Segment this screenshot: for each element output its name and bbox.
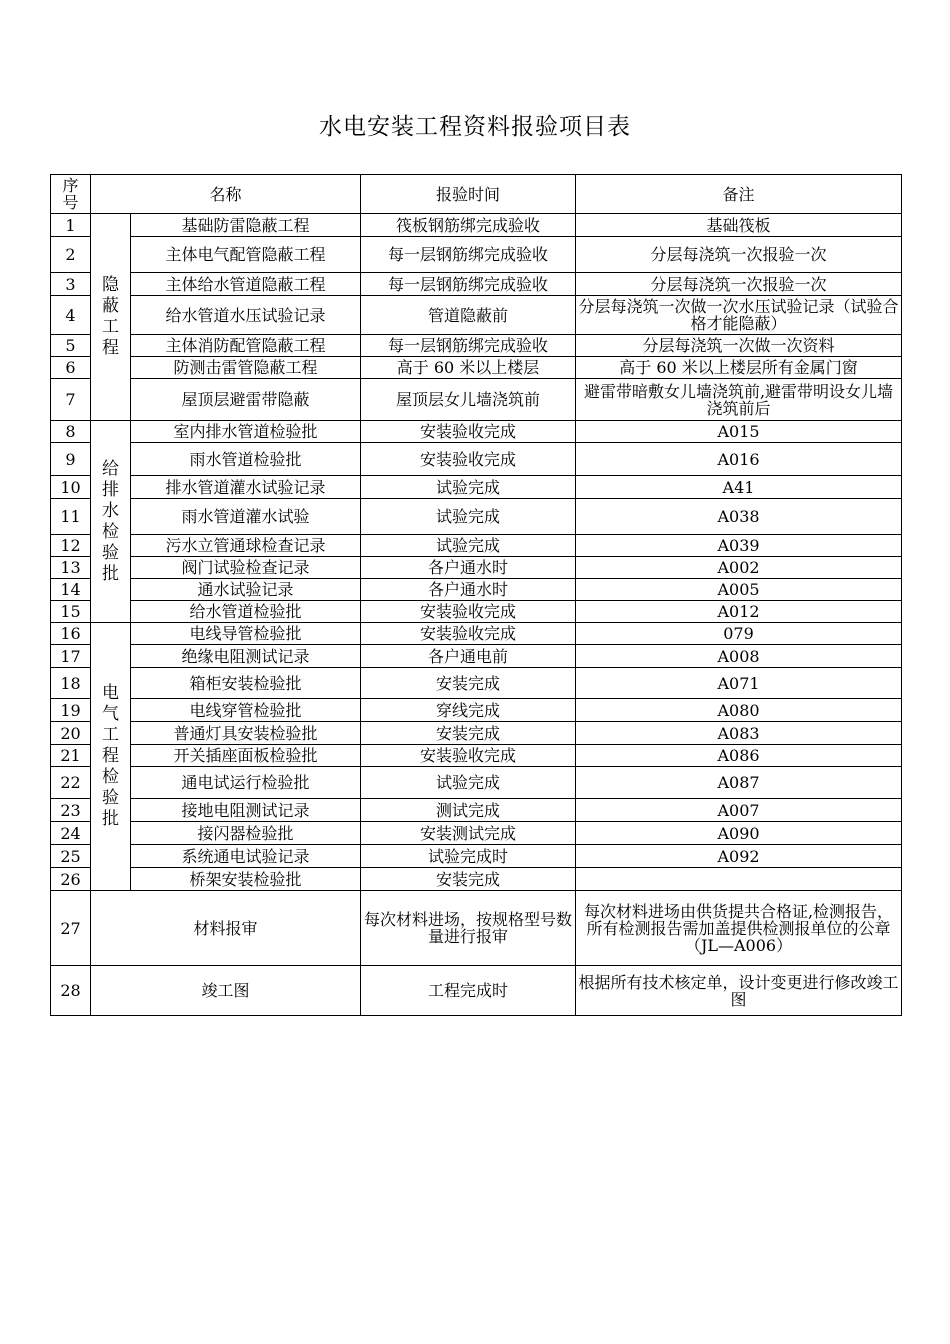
table-row	[51, 443, 902, 476]
row-number: 26	[51, 868, 91, 891]
row-number: 22	[51, 767, 91, 799]
inspection-time: 每一层钢筋绑完成验收	[361, 335, 576, 357]
remark: A015	[576, 421, 902, 443]
inspection-time: 屋顶层女儿墙浇筑前	[361, 379, 576, 421]
table-row	[51, 699, 902, 722]
item-name: 主体消防配管隐蔽工程	[131, 335, 361, 357]
table-row	[51, 722, 902, 745]
item-name: 通电试运行检验批	[131, 767, 361, 799]
item-name: 雨水管道灌水试验	[131, 499, 361, 535]
item-name: 电线导管检验批	[131, 623, 361, 645]
row-number: 25	[51, 845, 91, 868]
group-water-supply-drainage: 给排水检验批	[91, 421, 131, 623]
group-electrical-works: 电气工程检验批	[91, 623, 131, 891]
inspection-time: 安装验收完成	[361, 421, 576, 443]
table-row	[51, 421, 902, 443]
table-row	[51, 891, 902, 966]
table-row	[51, 966, 902, 1016]
table-row	[51, 623, 902, 645]
inspection-time: 每一层钢筋绑完成验收	[361, 237, 576, 273]
item-name: 雨水管道检验批	[131, 443, 361, 476]
header-row	[51, 175, 902, 214]
remark: 避雷带暗敷女儿墙浇筑前,避雷带明设女儿墙浇筑前后	[576, 379, 902, 421]
inspection-time: 高于 60 米以上楼层	[361, 357, 576, 379]
row-number: 28	[51, 966, 91, 1016]
row-number: 17	[51, 645, 91, 668]
remark: 分层每浇筑一次报验一次	[576, 273, 902, 296]
inspection-time: 各户通水时	[361, 579, 576, 601]
table-row	[51, 237, 902, 273]
row-number: 1	[51, 214, 91, 237]
remark: A090	[576, 822, 902, 845]
remark: 分层每浇筑一次做一次资料	[576, 335, 902, 357]
remark: A007	[576, 799, 902, 822]
inspection-time: 安装验收完成	[361, 443, 576, 476]
item-name: 电线穿管检验批	[131, 699, 361, 722]
row-number: 15	[51, 601, 91, 623]
table-row	[51, 822, 902, 845]
row-number: 6	[51, 357, 91, 379]
table-row	[51, 273, 902, 296]
remark: A012	[576, 601, 902, 623]
item-name: 接闪器检验批	[131, 822, 361, 845]
row-number: 5	[51, 335, 91, 357]
inspection-time: 安装验收完成	[361, 745, 576, 767]
table-row	[51, 601, 902, 623]
item-name: 普通灯具安装检验批	[131, 722, 361, 745]
remark: 分层每浇筑一次做一次水压试验记录（试验合格才能隐蔽）	[576, 296, 902, 335]
item-name: 接地电阻测试记录	[131, 799, 361, 822]
row-number: 14	[51, 579, 91, 601]
item-name: 箱柜安装检验批	[131, 668, 361, 699]
remark: 079	[576, 623, 902, 645]
table-row	[51, 645, 902, 668]
item-name: 材料报审	[91, 891, 361, 966]
row-number: 18	[51, 668, 91, 699]
table-row	[51, 357, 902, 379]
table-row	[51, 535, 902, 557]
row-number: 21	[51, 745, 91, 767]
item-name: 主体给水管道隐蔽工程	[131, 273, 361, 296]
inspection-time: 安装完成	[361, 868, 576, 891]
row-number: 9	[51, 443, 91, 476]
table-row	[51, 296, 902, 335]
item-name: 绝缘电阻测试记录	[131, 645, 361, 668]
row-number: 3	[51, 273, 91, 296]
header-note: 备注	[576, 175, 902, 214]
table-row	[51, 499, 902, 535]
remark: A080	[576, 699, 902, 722]
inspection-time: 安装验收完成	[361, 623, 576, 645]
table-row	[51, 379, 902, 421]
table-row	[51, 214, 902, 237]
inspection-time: 安装完成	[361, 668, 576, 699]
remark: A087	[576, 767, 902, 799]
item-name: 污水立管通球检查记录	[131, 535, 361, 557]
table-row	[51, 745, 902, 767]
inspection-time: 安装测试完成	[361, 822, 576, 845]
header-seq: 序号	[51, 175, 91, 214]
remark: A002	[576, 557, 902, 579]
table-row	[51, 476, 902, 499]
item-name: 主体电气配管隐蔽工程	[131, 237, 361, 273]
table-row	[51, 579, 902, 601]
item-name: 防测击雷管隐蔽工程	[131, 357, 361, 379]
item-name: 室内排水管道检验批	[131, 421, 361, 443]
remark: 根据所有技术核定单，设计变更进行修改竣工图	[576, 966, 902, 1016]
table-row	[51, 868, 902, 891]
table-row	[51, 845, 902, 868]
remark: A41	[576, 476, 902, 499]
row-number: 7	[51, 379, 91, 421]
inspection-table	[50, 174, 902, 1016]
item-name: 阀门试验检查记录	[131, 557, 361, 579]
inspection-time: 试验完成	[361, 499, 576, 535]
row-number: 23	[51, 799, 91, 822]
inspection-time: 安装完成	[361, 722, 576, 745]
inspection-time: 试验完成时	[361, 845, 576, 868]
header-time: 报验时间	[361, 175, 576, 214]
inspection-time: 试验完成	[361, 767, 576, 799]
remark: 基础筏板	[576, 214, 902, 237]
row-number: 13	[51, 557, 91, 579]
remark: A016	[576, 443, 902, 476]
item-name: 给水管道水压试验记录	[131, 296, 361, 335]
item-name: 通水试验记录	[131, 579, 361, 601]
table-row	[51, 668, 902, 699]
remark: A083	[576, 722, 902, 745]
remark: A005	[576, 579, 902, 601]
remark: A038	[576, 499, 902, 535]
item-name: 桥架安装检验批	[131, 868, 361, 891]
table-row	[51, 557, 902, 579]
remark: 高于 60 米以上楼层所有金属门窗	[576, 357, 902, 379]
inspection-time: 筏板钢筋绑完成验收	[361, 214, 576, 237]
row-number: 12	[51, 535, 91, 557]
inspection-time: 每一层钢筋绑完成验收	[361, 273, 576, 296]
item-name: 开关插座面板检验批	[131, 745, 361, 767]
page-title: 水电安装工程资料报验项目表	[319, 114, 631, 140]
item-name: 排水管道灌水试验记录	[131, 476, 361, 499]
remark: 每次材料进场由供货提共合格证,检测报告，所有检测报告需加盖提供检测报单位的公章（JL—A006）	[576, 891, 902, 966]
inspection-time: 试验完成	[361, 476, 576, 499]
row-number: 24	[51, 822, 91, 845]
inspection-time: 试验完成	[361, 535, 576, 557]
remark: A086	[576, 745, 902, 767]
inspection-time: 各户通水时	[361, 557, 576, 579]
remark: A039	[576, 535, 902, 557]
row-number: 11	[51, 499, 91, 535]
row-number: 8	[51, 421, 91, 443]
table-row	[51, 799, 902, 822]
remark: A092	[576, 845, 902, 868]
item-name: 基础防雷隐蔽工程	[131, 214, 361, 237]
remark: 分层每浇筑一次报验一次	[576, 237, 902, 273]
inspection-time: 每次材料进场，按规格型号数量进行报审	[361, 891, 576, 966]
inspection-time: 工程完成时	[361, 966, 576, 1016]
inspection-time: 穿线完成	[361, 699, 576, 722]
item-name: 给水管道检验批	[131, 601, 361, 623]
row-number: 19	[51, 699, 91, 722]
header-name: 名称	[91, 175, 361, 214]
inspection-time: 测试完成	[361, 799, 576, 822]
row-number: 27	[51, 891, 91, 966]
row-number: 16	[51, 623, 91, 645]
table-row	[51, 335, 902, 357]
remark: A071	[576, 668, 902, 699]
row-number: 2	[51, 237, 91, 273]
group-hidden-works: 隐蔽工程	[91, 214, 131, 421]
item-name: 系统通电试验记录	[131, 845, 361, 868]
table-row	[51, 767, 902, 799]
item-name: 屋顶层避雷带隐蔽	[131, 379, 361, 421]
item-name: 竣工图	[91, 966, 361, 1016]
row-number: 4	[51, 296, 91, 335]
remark: A008	[576, 645, 902, 668]
row-number: 20	[51, 722, 91, 745]
row-number: 10	[51, 476, 91, 499]
inspection-time: 安装验收完成	[361, 601, 576, 623]
inspection-time: 管道隐蔽前	[361, 296, 576, 335]
remark	[576, 868, 902, 891]
inspection-time: 各户通电前	[361, 645, 576, 668]
